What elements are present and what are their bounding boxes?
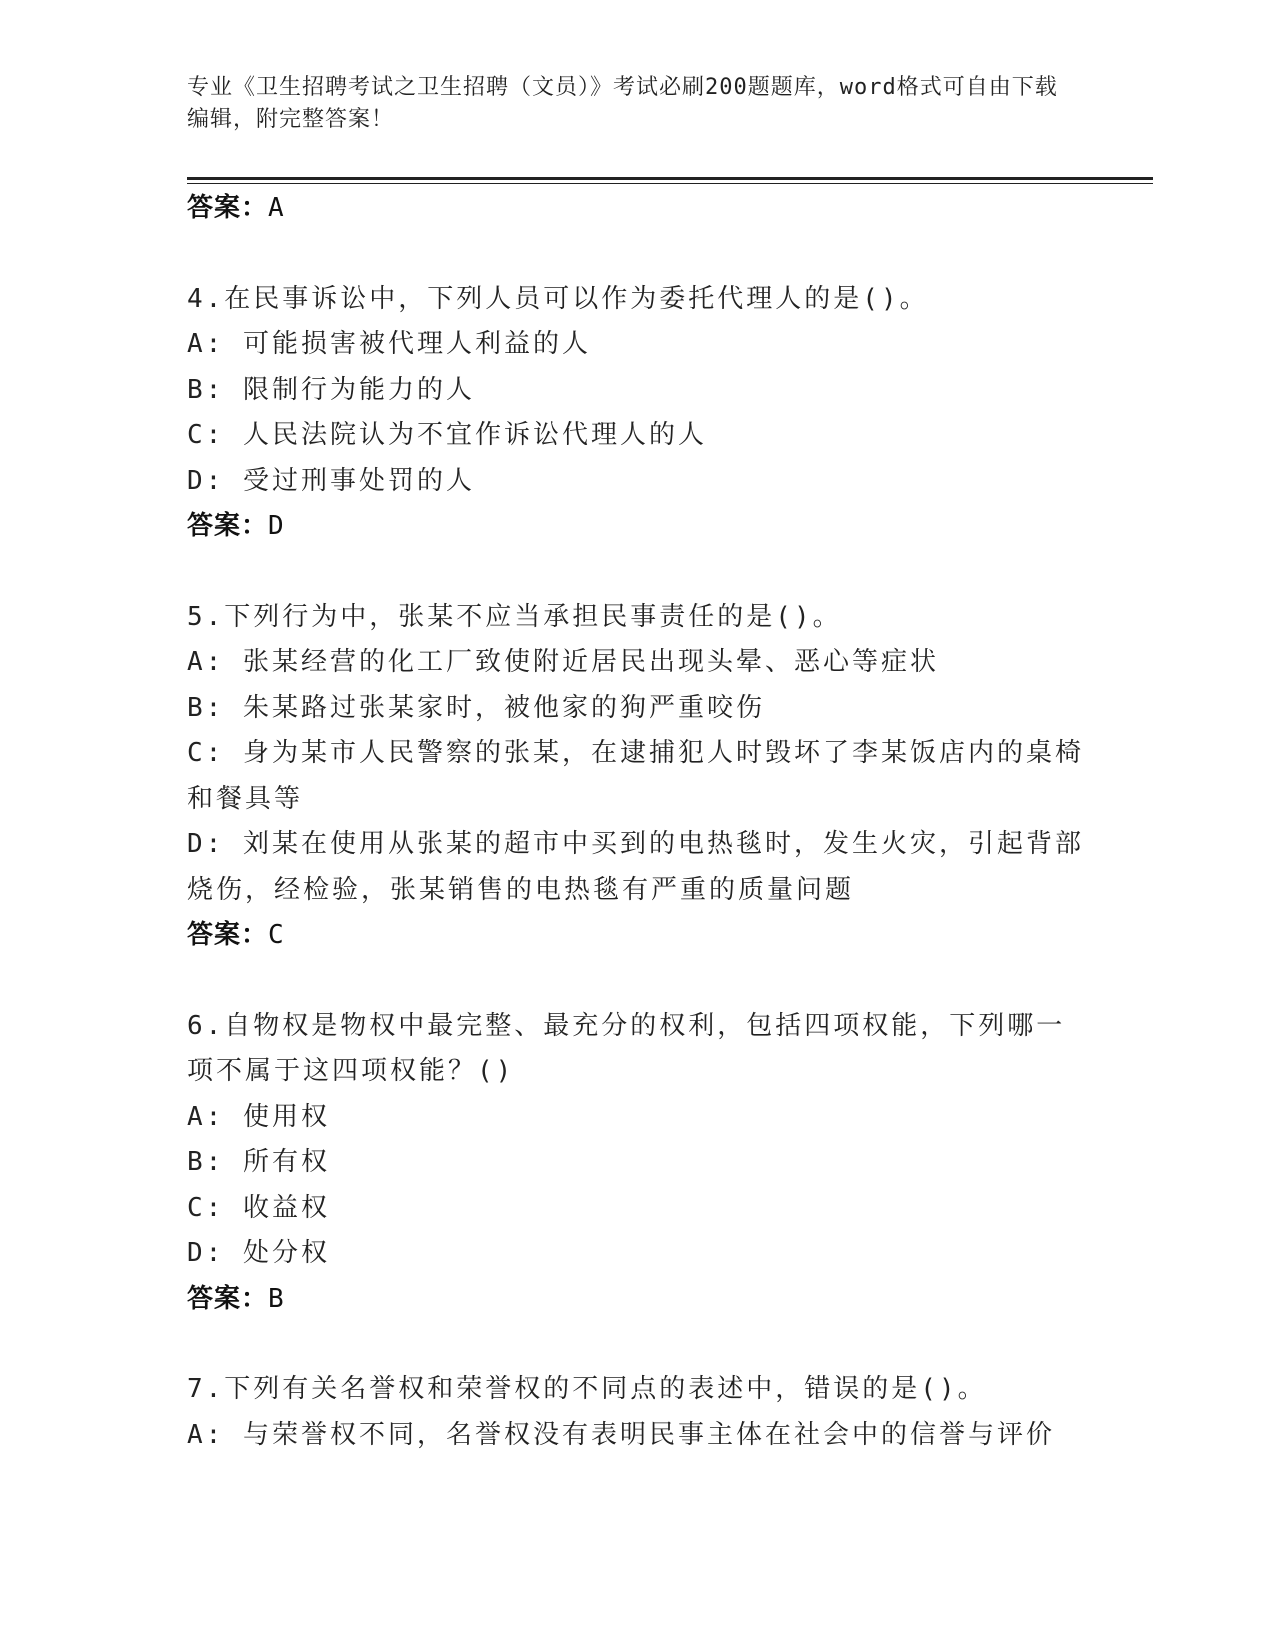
question-stem: 4.在民事诉讼中，下列人员可以作为委托代理人的是()。 <box>187 283 929 314</box>
question-stem: 6.自物权是物权中最完整、最充分的权利，包括四项权能，下列哪一项不属于这四项权能？() <box>187 1010 1066 1086</box>
answer-label: 答案： <box>187 193 269 223</box>
question-answer <box>187 1277 1087 1323</box>
question-option: B: 朱某路过张某家时，被他家的狗严重咬伤 <box>187 692 765 723</box>
answer-label: 答案： <box>187 920 269 950</box>
question-option: C: 收益权 <box>187 1192 330 1223</box>
question-option: D: 刘某在使用从张某的超市中买到的电热毯时，发生火灾，引起背部烧伤，经检验，张某销售的电热毯有严重的质量问题 <box>187 829 1084 905</box>
question-list <box>187 186 1087 1458</box>
question-option: A: 使用权 <box>187 1101 330 1132</box>
question-block <box>187 1367 1087 1458</box>
question-option: D: 受过刑事处罚的人 <box>187 465 475 496</box>
header-divider-thick <box>187 177 1153 180</box>
question-answer <box>187 913 1087 959</box>
question-option: D: 处分权 <box>187 1238 330 1268</box>
header-divider-thin <box>187 183 1153 184</box>
question-answer <box>187 504 1087 550</box>
answer-value: B <box>268 1283 285 1314</box>
question-option: C: 人民法院认为不宜作诉讼代理人的人 <box>187 420 707 450</box>
question-gap <box>187 1322 1087 1367</box>
question-block <box>187 595 1087 959</box>
question-block <box>187 277 1087 550</box>
question-option: A: 可能损害被代理人利益的人 <box>187 329 591 359</box>
answer-value: A <box>268 193 285 223</box>
question-block <box>187 1004 1087 1323</box>
answer-label: 答案： <box>187 511 269 541</box>
question-stem: 7.下列有关名誉权和荣誉权的不同点的表述中，错误的是()。 <box>187 1374 987 1404</box>
answer-label: 答案： <box>187 1283 269 1314</box>
question-option: A: 与荣誉权不同，名誉权没有表明民事主体在社会中的信誉与评价 <box>187 1419 1055 1450</box>
top-answer <box>187 186 1087 232</box>
answer-value: C <box>268 920 285 950</box>
question-option: B: 所有权 <box>187 1147 330 1177</box>
question-option: B: 限制行为能力的人 <box>187 374 475 405</box>
question-option: A: 张某经营的化工厂致使附近居民出现头晕、恶心等症状 <box>187 647 939 677</box>
question-stem: 5.下列行为中，张某不应当承担民事责任的是()。 <box>187 601 842 632</box>
question-gap <box>187 550 1087 595</box>
document-header: 专业《卫生招聘考试之卫生招聘（文员）》考试必刷200题题库，word格式可自由下载编辑，附完整答案！ <box>187 75 1058 132</box>
question-option: C: 身为某市人民警察的张某，在逮捕犯人时毁坏了李某饭店内的桌椅和餐具等 <box>187 738 1084 814</box>
question-gap <box>187 959 1087 1004</box>
answer-value: D <box>268 511 285 541</box>
question-gap <box>187 232 1087 277</box>
